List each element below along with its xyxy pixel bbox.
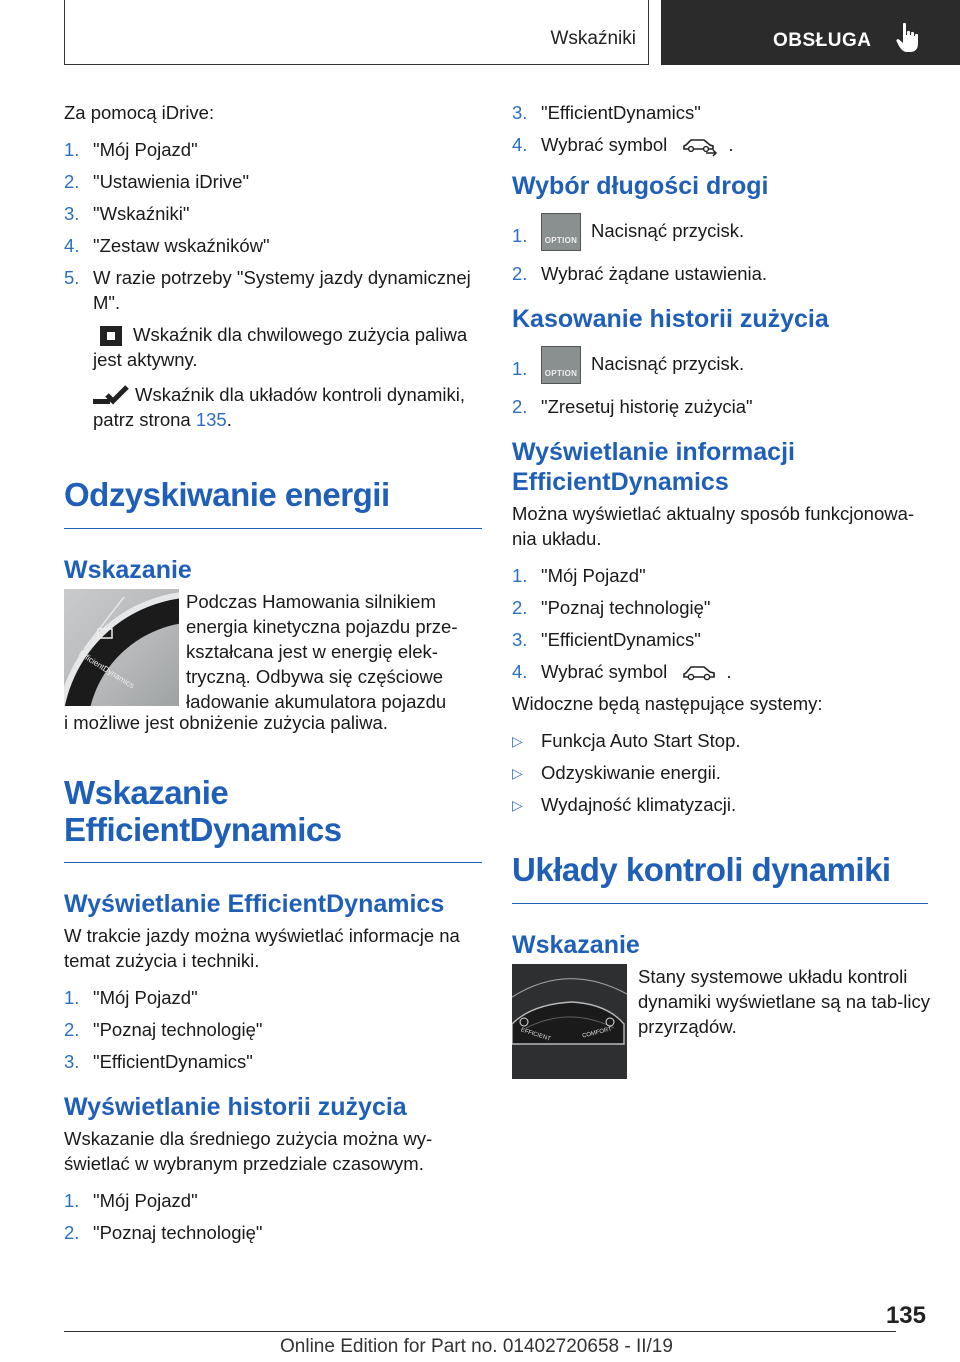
list-text: "EfficientDynamics" bbox=[93, 1051, 253, 1073]
dynamics-block bbox=[512, 964, 930, 1084]
list-item bbox=[64, 265, 482, 315]
steps-list-idrive bbox=[64, 137, 482, 315]
list-number: 2. bbox=[512, 597, 528, 619]
triangle-bullet-icon: ▷ bbox=[512, 765, 523, 782]
intro-text: Za pomocą iDrive: bbox=[64, 102, 215, 123]
heading-route-length: Wybór długości drogi bbox=[512, 172, 769, 201]
list-item bbox=[64, 1017, 482, 1042]
list-text: "Zestaw wskaźników" bbox=[93, 235, 270, 256]
list-item bbox=[64, 985, 482, 1010]
list-item: 4. Wybrać symbol . bbox=[512, 661, 732, 683]
list-number: 2. bbox=[64, 1019, 80, 1041]
square-indicator-icon bbox=[99, 325, 123, 347]
info-text: Można wyświetlać aktualny sposób funkcjonowa‐nia układu. bbox=[512, 503, 915, 550]
list-text: Nacisnąć przycisk. bbox=[591, 353, 745, 374]
car-road-icon bbox=[680, 135, 720, 157]
list-text: Wybrać symbol bbox=[541, 134, 668, 155]
list-number: 1. bbox=[512, 225, 528, 247]
list-text: "Wskaźniki" bbox=[93, 203, 190, 224]
steps-list-route bbox=[512, 213, 930, 286]
show-ed-text: W trakcie jazdy można wyświetlać informacje na temat zużycia i techniki. bbox=[64, 925, 460, 972]
energy-block bbox=[64, 589, 482, 732]
list-item bbox=[512, 595, 930, 620]
note-dynamics-indicator: Wskaźnik dla układów kontroli dynamiki, patrz strona 135. bbox=[93, 384, 466, 431]
header-section-title: Wskaźniki bbox=[550, 28, 636, 49]
list-number: 4. bbox=[64, 235, 80, 256]
list-item bbox=[64, 1188, 482, 1213]
list-text: "Ustawienia iDrive" bbox=[93, 171, 250, 192]
steps-list-reset bbox=[512, 346, 930, 419]
heading-display-dynamics: Wskazanie bbox=[512, 931, 640, 960]
list-number: 2. bbox=[512, 263, 528, 285]
heading-efficientdynamics-display: Wskazanie EfficientDynamics bbox=[64, 774, 482, 863]
list-number: 4. bbox=[512, 661, 528, 683]
list-number: 4. bbox=[512, 134, 528, 155]
list-text: "Mój Pojazd" bbox=[541, 565, 646, 587]
list-text: Funkcja Auto Start Stop. bbox=[541, 730, 741, 752]
list-number: 1. bbox=[512, 358, 528, 380]
list-text: Wybrać żądane ustawienia. bbox=[541, 263, 768, 285]
car-icon bbox=[680, 663, 718, 683]
list-item bbox=[64, 201, 482, 226]
list-number: 1. bbox=[512, 565, 528, 587]
list-number: 2. bbox=[64, 171, 80, 192]
list-number: 3. bbox=[64, 1051, 80, 1073]
note-fuel-indicator bbox=[64, 322, 482, 372]
list-text: "Poznaj technologię" bbox=[93, 1019, 263, 1041]
list-item bbox=[64, 1220, 482, 1245]
cluster-graphic bbox=[512, 964, 627, 1079]
list-text: Wybrać symbol bbox=[541, 661, 668, 683]
history-text: Wskazanie dla średniego zużycia można wy‐świetlać w wybranym przedziale czasowym. bbox=[64, 1128, 433, 1175]
heading-efficientdynamics-info: Wyświetlanie informacji EfficientDynamics bbox=[512, 438, 795, 497]
option-button-icon: OPTION bbox=[541, 346, 581, 384]
cluster-label-efficient: EFFICIENT bbox=[519, 1027, 552, 1043]
right-column bbox=[512, 100, 930, 1084]
list-item bbox=[512, 394, 930, 419]
list-text: "Mój Pojazd" bbox=[93, 139, 198, 160]
list-text: "EfficientDynamics" bbox=[541, 102, 701, 123]
list-item bbox=[64, 137, 482, 162]
list-text: Odzyskiwanie energii. bbox=[541, 762, 721, 784]
list-text: "Poznaj technologię" bbox=[93, 1222, 263, 1244]
list-text: "EfficientDynamics" bbox=[541, 629, 701, 651]
list-number: 5. bbox=[64, 267, 80, 288]
systems-intro: Widoczne będą następujące systemy: bbox=[512, 693, 823, 715]
steps-list-history bbox=[64, 1188, 482, 1245]
triangle-bullet-icon: ▷ bbox=[512, 733, 523, 750]
list-item bbox=[512, 760, 930, 785]
heading-display-energy: Wskazanie bbox=[64, 556, 192, 585]
dynamics-text: Stany systemowe układu kontroli dynamiki wyświetlane są na tab‐licy przyrządów. bbox=[638, 966, 931, 1038]
header-chapter-label: OBSŁUGA bbox=[773, 30, 872, 51]
page-number: 135 bbox=[885, 1302, 926, 1329]
energy-text: Podczas Hamowania silnikiem energia kinetyczna pojazdu prze‐kształcana jest w energię elek‐tryczną. Odbywa się częściowe ładowanie akumulatora pojazdu bbox=[186, 591, 458, 713]
heading-reset-history: Kasowanie historii zużycia bbox=[512, 305, 829, 334]
list-text: "Zresetuj historię zużycia" bbox=[541, 396, 753, 418]
energy-text-cont: i możliwe jest obniżenie zużycia paliwa. bbox=[64, 712, 388, 734]
list-number: 2. bbox=[64, 1222, 80, 1244]
list-number: 1. bbox=[64, 139, 80, 160]
steps-list-efficientdynamics bbox=[64, 985, 482, 1074]
note-dynamics-text: Wskaźnik dla układów kontroli dynamiki, patrz strona bbox=[93, 384, 466, 431]
list-item bbox=[64, 1049, 482, 1074]
list-item bbox=[512, 346, 930, 384]
page-link[interactable]: 135 bbox=[195, 409, 227, 431]
heading-energy-recovery: Odzyskiwanie energii bbox=[64, 476, 482, 529]
list-text: Nacisnąć przycisk. bbox=[591, 220, 745, 241]
list-item bbox=[512, 261, 930, 286]
triangle-bullet-icon: ▷ bbox=[512, 797, 523, 814]
list-text: "Mój Pojazd" bbox=[93, 1190, 198, 1212]
heading-dynamics-systems: Układy kontroli dynamiki bbox=[512, 851, 928, 904]
list-number: 3. bbox=[512, 102, 528, 123]
gauge-label: EfficientDynamics bbox=[77, 649, 136, 691]
checkmark-indicator-icon bbox=[93, 385, 129, 407]
heading-show-efficientdynamics: Wyświetlanie EfficientDynamics bbox=[64, 890, 445, 919]
list-item bbox=[512, 728, 930, 753]
list-item bbox=[64, 233, 482, 258]
list-item bbox=[512, 792, 930, 817]
list-number: 3. bbox=[512, 629, 528, 651]
energy-gauge-image bbox=[64, 589, 179, 706]
list-item bbox=[512, 563, 930, 588]
pointing-hand-icon bbox=[896, 22, 920, 54]
list-number: 2. bbox=[512, 396, 528, 418]
list-item bbox=[64, 169, 482, 194]
left-column bbox=[64, 100, 482, 1252]
list-number: 1. bbox=[64, 1190, 80, 1212]
cluster-label-comfort: COMFORT bbox=[581, 1026, 613, 1040]
header-chapter-tab bbox=[661, 0, 960, 65]
steps-list-top bbox=[512, 100, 930, 157]
note-fuel-text: Wskaźnik dla chwilowego zużycia paliwa jest aktywny. bbox=[93, 324, 468, 371]
steps-list-info bbox=[512, 563, 930, 684]
header-section-box bbox=[64, 0, 649, 65]
list-item bbox=[512, 100, 930, 125]
list-text: Wydajność klimatyzacji. bbox=[541, 794, 737, 816]
list-item bbox=[512, 213, 930, 251]
list-number: 3. bbox=[64, 203, 80, 224]
list-text: W razie potrzeby "Systemy jazdy dynamicznej M". bbox=[93, 267, 471, 313]
systems-list bbox=[512, 728, 930, 817]
list-item bbox=[512, 627, 930, 652]
list-item: 4. Wybrać symbol . bbox=[512, 132, 930, 157]
option-button-icon: OPTION bbox=[541, 213, 581, 251]
list-text: "Mój Pojazd" bbox=[93, 987, 198, 1009]
footer-divider bbox=[64, 1331, 896, 1332]
list-text: "Poznaj technologię" bbox=[541, 597, 711, 619]
footer-edition: Online Edition for Part no. 01402720658 - II/19 bbox=[280, 1336, 673, 1357]
heading-consumption-history: Wyświetlanie historii zużycia bbox=[64, 1093, 407, 1122]
list-number: 1. bbox=[64, 987, 80, 1009]
dynamics-cluster-image bbox=[512, 964, 627, 1079]
